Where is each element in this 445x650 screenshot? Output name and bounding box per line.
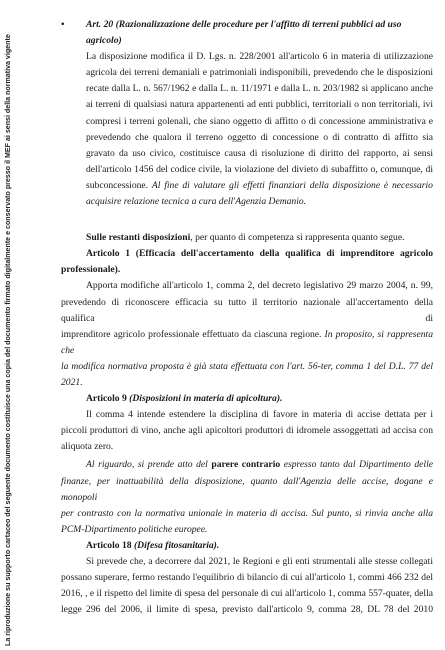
restanti-bold: Sulle restanti disposizioni <box>86 232 191 244</box>
art1-italic-text: In proposito, si rappresenta che <box>61 328 433 356</box>
art20-line: compresi i terreni golenali, che siano oggetto di affitto o di concessione amministrativa e <box>86 115 433 127</box>
art9-note-line: PCM-Dipartimento politiche europee. <box>61 523 208 535</box>
art20-line: agricola dei terreni demaniali e patrimoniali indisponibili, prevedendo che le disposizioni <box>86 67 433 79</box>
art20-italic-text: Al fine di valutare gli effetti finanziari della disposizione è necessario <box>151 179 433 191</box>
document-body <box>61 17 433 618</box>
art9-note-line: finanze, per inattuabilità della disposizione, quanto dall'Agenzia delle accise, dogane e monopoli <box>61 475 433 503</box>
art20-line: gravato da uso civico, costituisce causa di risoluzione di diritto del rapporto, ai sensi <box>86 147 433 159</box>
art20-line: prevedendo che qualora il terreno oggetto di concessione o di contratto di affitto sia <box>86 131 433 143</box>
art9-note-line: per contrasto con la normativa unionale in materia di accisa. Sul punto, si rinvia anche alla <box>61 507 433 519</box>
art1-line-mixed <box>61 327 433 359</box>
art20-heading <box>61 17 433 33</box>
art20-line: La disposizione modifica il D. Lgs. n. 228/2001 all'articolo 6 in materia di utilizzazione <box>86 51 433 63</box>
side-margin-note <box>1 0 13 650</box>
art18-heading-number: Articolo 18 <box>86 539 134 551</box>
art1-heading: Articolo 1 (Efficacia dell'accertamento della qualifica di imprenditore agricolo <box>86 248 433 260</box>
art18-line: Si prevede che, a decorrere dal 2021, le Regioni e gli enti strumentali alle stesse collegati <box>86 556 433 567</box>
art9-line: Il comma 4 intende estendere la disciplina di favore in materia di accise dettata per i <box>86 409 433 421</box>
bullet-icon: • <box>61 19 65 30</box>
art1-heading-cont: professionale). <box>61 264 121 276</box>
art20-heading-title: (Razionalizzazione delle procedure per l'affitto di terreni pubblici ad uso <box>115 19 402 30</box>
art9-note-line-mixed <box>61 457 433 473</box>
art1-line: Apporta modifiche all'articolo 1, comma 2, del decreto legislativo 29 marzo 2004, n. 99, <box>86 280 433 292</box>
art20-plain-text: subconcessione. <box>86 179 152 191</box>
art9-heading <box>61 391 433 407</box>
restanti-intro <box>61 230 433 246</box>
art9-line: aliquota zero. <box>61 441 114 453</box>
art18-heading-title: (Difesa fitosanitaria). <box>133 539 220 551</box>
art9-heading-title: (Disposizioni in materia di apicoltura). <box>129 393 283 405</box>
art9-note-pre: Al riguardo, si prende atto del <box>86 459 212 471</box>
art20-heading-number: Art. 20 <box>86 19 114 30</box>
art20-line: dell'articolo 1456 del codice civile, la violazione del divieto di subaffitto o, comunque, di <box>86 163 433 175</box>
art9-line: piccoli produttori di vino, anche agli apicoltori produttori di idromele assoggettati ad accisa con <box>61 425 433 437</box>
side-margin-note-text: La riproduzione su supporto cartaceo del seguente documento costituisce una copia del documento firmato digitalmente e conservato presso il MEF ai sensi della normativa vigente <box>4 34 12 646</box>
art20-line: ai terreni di qualsiasi natura appartenenti ad enti pubblici, territoriali o non territoriali, ivi <box>86 99 433 111</box>
art20-line: recate dalla L. n. 567/1962 e dalla L. n. 11/1971 e dalla L. n. 203/1982 si applicano anche <box>86 83 433 95</box>
art20-final-line: acquisire relazione tecnica a cura dell'Agenzia Demanio. <box>86 196 307 208</box>
art18-line: 2016, , e il rispetto del limite di spesa del personale di cui all'articolo 1, comma 557-quater, della <box>61 588 433 600</box>
art1-italic-line: la modifica normativa proposta è già stata effettuata con l'art. 56-ter, comma 1 del D.L. 77 del <box>61 360 433 372</box>
art18-heading <box>61 538 433 554</box>
art1-line: prevedendo di riconoscere efficacia su tutto il territorio nazionale all'accertamento della qualifica di <box>61 296 433 324</box>
art1-italic-line: 2021. <box>61 376 83 388</box>
art1-plain-text: imprenditore agricolo professionale effettuato da ciascuna regione. <box>61 328 325 340</box>
art18-line: legge 296 del 2006, il limite di spesa, previsto dall'articolo 9, comma 28, DL 78 del 2010 <box>61 604 433 616</box>
art20-heading-cont: agricolo) <box>86 35 122 47</box>
art20-line-mixed <box>61 178 433 194</box>
art9-heading-number: Articolo 9 <box>86 393 130 405</box>
art9-note-post: espresso tanto dal Dipartimento delle <box>280 459 433 471</box>
art9-note-bold: parere contrario <box>211 459 281 471</box>
restanti-text: , per quanto di competenza si rappresenta quanto segue. <box>190 232 405 244</box>
art18-line: possano superare, fermo restando l'equilibrio di bilancio di cui all'articolo 1, commi 466 232 del <box>61 572 433 584</box>
